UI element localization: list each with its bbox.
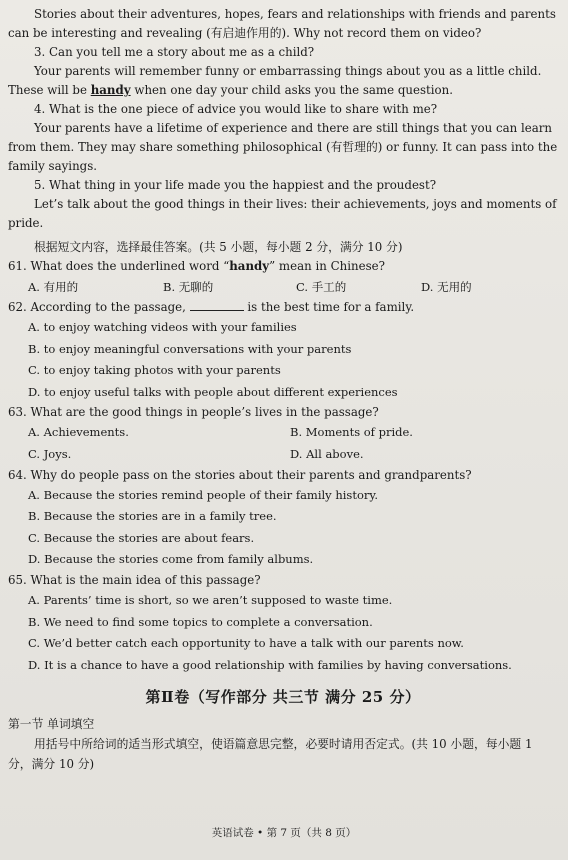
option-d: D. to enjoy useful talks with people about different experiences — [28, 384, 398, 399]
section-title: 第Ⅱ卷（写作部分 共三节 满分 25 分） — [145, 688, 421, 707]
passage-paragraph: Your parents will remember funny or embarrassing things about you as a little child. These will be handy when one day your child asks you the same question. — [8, 64, 542, 97]
passage-question-5: 5. What thing in your life made you the happiest and the proudest? — [34, 178, 437, 192]
options-61 — [28, 276, 558, 298]
question-64: 64. Why do people pass on the stories about their parents and grandparents? — [8, 467, 472, 482]
writing-instructions: 用括号中所给词的适当形式填空，使语篇意思完整，必要时请用否定式。(共 10 小题，每小题 1 分，满分 10 分) — [8, 737, 533, 772]
question-63: 63. What are the good things in people’s lives in the passage? — [8, 405, 379, 420]
option-a: A. Because the stories remind people of their family history. — [28, 487, 378, 502]
option-c: C. We’d better catch each opportunity to have a talk with our parents now. — [28, 636, 464, 651]
reading-instructions: 根据短文内容，选择最佳答案。(共 5 小题，每小题 2 分，满分 10 分) — [34, 240, 403, 254]
passage-paragraph: Let’s talk about the good things in their lives: their achievements, joys and moments of pride. — [8, 197, 557, 230]
option-d: D. All above. — [290, 446, 364, 461]
option-c: C. Because the stories are about fears. — [28, 530, 255, 545]
option-d: D. Because the stories come from family albums. — [28, 552, 314, 567]
option-c: C. to enjoy taking photos with your parents — [28, 363, 281, 378]
option-b: B. We need to find some topics to complete a conversation. — [28, 614, 373, 629]
question-65: 65. What is the main idea of this passage? — [8, 572, 261, 587]
answer-blank — [190, 300, 244, 311]
question-61: 61. What does the underlined word “handy” mean in Chinese? — [8, 259, 385, 273]
options-64 — [28, 485, 558, 571]
options-62 — [28, 317, 558, 403]
option-c: C. Joys. — [28, 446, 72, 461]
passage-question-3: 3. Can you tell me a story about me as a child? — [34, 45, 315, 59]
option-a: A. Achievements. — [28, 425, 129, 440]
passage-paragraph: Stories about their adventures, hopes, fears and relationships with friends and parents can be interesting and revealing (有启迪作用的). Why not record them on video? — [8, 7, 556, 40]
options-65 — [28, 590, 558, 676]
underlined-word-handy: handy — [90, 83, 131, 97]
option-c: C. 手工的 — [296, 280, 347, 294]
passage-question-4: 4. What is the one piece of advice you would like to share with me? — [34, 102, 438, 116]
page-footer: 英语试卷 • 第 7 页（共 8 页） — [211, 827, 357, 839]
option-b: B. to enjoy meaningful conversations with your parents — [28, 341, 352, 356]
subsection-title: 第一节 单词填空 — [8, 717, 95, 732]
option-d: D. 无用的 — [421, 280, 472, 294]
options-63 — [28, 422, 558, 465]
option-b: B. 无聊的 — [163, 280, 214, 294]
passage-paragraph: Your parents have a lifetime of experience and there are still things that you can learn from them. They may share something philosophical (有哲理的) or funny. It can pass into the family sayings. — [8, 121, 558, 173]
option-b: B. Moments of pride. — [290, 425, 413, 440]
option-a: A. Parents’ time is short, so we aren’t supposed to waste time. — [28, 592, 393, 607]
option-a: A. 有用的 — [28, 280, 79, 294]
question-62: 62. According to the passage, is the best time for a family. — [8, 300, 415, 314]
option-b: B. Because the stories are in a family tree. — [28, 509, 277, 524]
option-a: A. to enjoy watching videos with your families — [28, 320, 297, 334]
option-d: D. It is a chance to have a good relationship with families by having conversations. — [28, 657, 512, 672]
